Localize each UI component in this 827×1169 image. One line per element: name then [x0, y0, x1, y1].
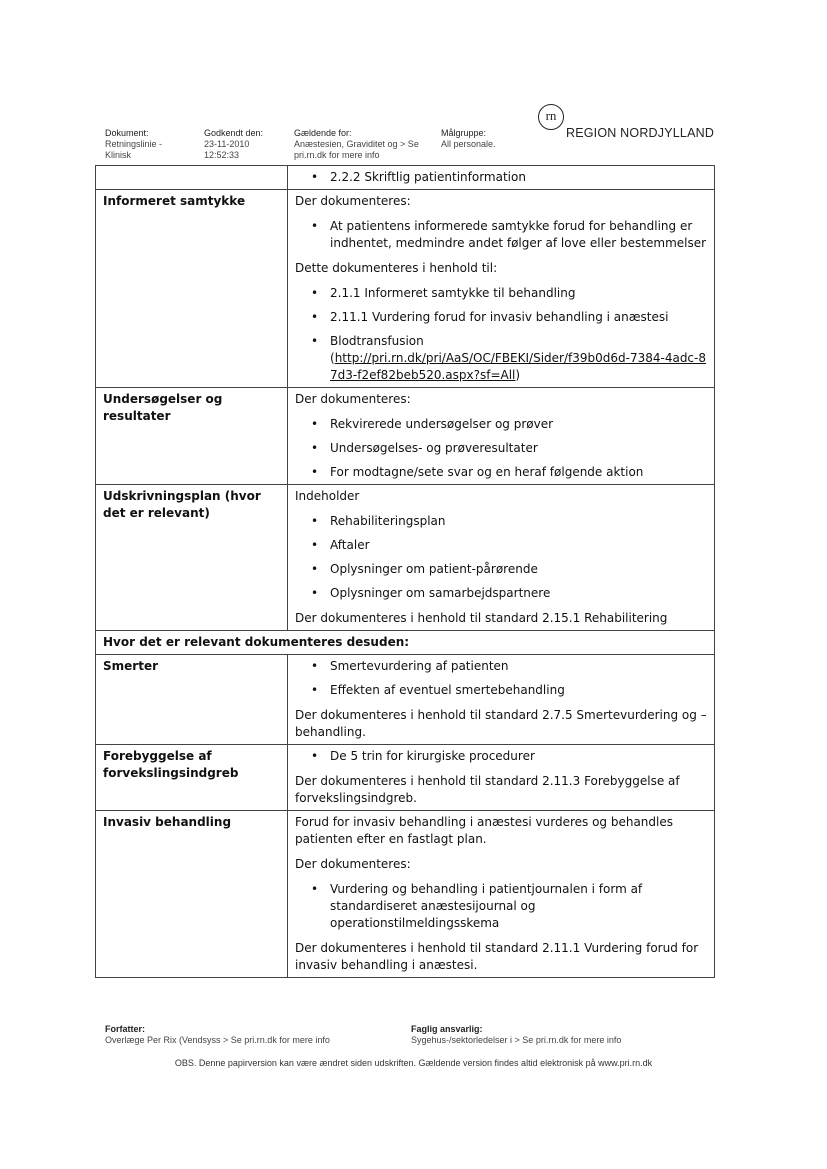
bullet-icon: •	[311, 286, 319, 300]
bullet-icon: •	[311, 310, 319, 324]
row-content	[288, 485, 715, 631]
region-logo-icon: rn	[538, 104, 564, 130]
row-content	[288, 745, 715, 811]
bullet-icon: •	[311, 683, 319, 697]
row-outro: Der dokumenteres i henhold til standard 2.7.5 Smertevurdering og –behandling.	[295, 708, 707, 739]
forfatter-value: Overlæge Per Rix (Vendsyss > Se pri.rn.dk for mere info	[105, 1035, 330, 1045]
row-intro-2: Dette dokumenteres i henhold til:	[295, 261, 498, 275]
bullet-icon: •	[311, 882, 319, 896]
row-intro: Indeholder	[295, 489, 360, 503]
row-label-empty	[96, 166, 288, 190]
table-row	[96, 811, 715, 978]
bullet-icon: •	[311, 170, 319, 184]
table-row	[96, 655, 715, 745]
bullet-icon: •	[311, 465, 319, 479]
bullet-icon: •	[311, 334, 319, 348]
table-row	[96, 388, 715, 485]
bullet-icon: •	[311, 749, 319, 763]
row-label: Informeret samtykke	[96, 190, 288, 388]
forfatter-label: Forfatter:	[105, 1024, 145, 1034]
row-outro: Der dokumenteres i henhold til standard 2.15.1 Rehabilitering	[295, 611, 668, 625]
gaeldende-label: Gældende for:	[294, 128, 352, 138]
bullet-icon: •	[311, 586, 319, 600]
row-content	[288, 655, 715, 745]
header-dokument	[105, 128, 162, 161]
row-intro: Forud for invasiv behandling i anæstesi vurderes og behandles patienten efter en fastlagt plan.	[295, 815, 673, 846]
list-item: • Vurdering og behandling i patientjournalen i form af standardiseret anæstesijournal og operationstilmeldingsskema	[311, 882, 643, 930]
list-item: • For modtagne/sete svar og en heraf følgende aktion	[311, 465, 644, 479]
ansvarlig-label: Faglig ansvarlig:	[411, 1024, 483, 1034]
ansvarlig-value: Sygehus-/sektorledelser i > Se pri.rn.dk for mere info	[411, 1035, 622, 1045]
header-malgruppe	[441, 128, 496, 150]
bullet-icon: •	[311, 417, 319, 431]
gaeldende-value-line2: pri.rn.dk for mere info	[294, 150, 380, 160]
table-row	[96, 745, 715, 811]
gaeldende-value-line1: Anæstesien, Graviditet og > Se	[294, 139, 419, 149]
list-item: • 2.1.1 Informeret samtykke til behandling	[311, 286, 576, 300]
godkendt-label: Godkendt den:	[204, 128, 264, 138]
bullet-icon: •	[311, 514, 319, 528]
godkendt-time: 12:52:33	[204, 150, 240, 160]
footer-ansvarlig	[411, 1024, 621, 1046]
header-godkendt	[204, 128, 263, 161]
list-item: • Oplysninger om samarbejdspartnere	[311, 586, 551, 600]
list-item: • Rekvirerede undersøgelser og prøver	[311, 417, 554, 431]
list-item: • Smertevurdering af patienten	[311, 659, 509, 673]
row-intro: Der dokumenteres:	[295, 392, 411, 406]
documentation-table	[95, 165, 715, 978]
bullet-icon: •	[311, 441, 319, 455]
row-label: Invasiv behandling	[96, 811, 288, 978]
row-content	[288, 190, 715, 388]
malgruppe-value: All personale.	[441, 139, 496, 149]
list-item: • De 5 trin for kirurgiske procedurer	[311, 749, 535, 763]
row-label: Smerter	[96, 655, 288, 745]
footer-forfatter	[105, 1024, 330, 1046]
bullet-icon: •	[311, 538, 319, 552]
obs-notice: OBS. Denne papirversion kan være ændret siden udskriften. Gældende version findes altid elektronisk på www.pri.rn.dk	[174, 1058, 653, 1068]
list-item: • Oplysninger om patient-pårørende	[311, 562, 538, 576]
malgruppe-label: Målgruppe:	[441, 128, 487, 138]
dokument-value-line2: Klinisk	[105, 150, 132, 160]
row-label: Udskrivningsplan (hvor det er relevant)	[96, 485, 288, 631]
section-heading: Hvor det er relevant dokumenteres desuden:	[96, 631, 715, 655]
list-item: • Blodtransfusion (http://pri.rn.dk/pri/AaS/OC/FBEKI/Sider/f39b0d6d-7384-4adc-87d3-f2ef82beb520.aspx?sf=All)	[311, 334, 706, 382]
bullet-icon: •	[311, 219, 319, 233]
row-intro-2: Der dokumenteres:	[295, 857, 411, 871]
table-row	[96, 485, 715, 631]
region-name: REGION NORDJYLLAND	[566, 126, 715, 140]
row-content	[288, 388, 715, 485]
row-label: Forebyggelse af forvekslingsindgreb	[96, 745, 288, 811]
list-item: • 2.11.1 Vurdering forud for invasiv behandling i anæstesi	[311, 310, 669, 324]
row-intro: Der dokumenteres:	[295, 194, 411, 208]
row-content	[288, 166, 715, 190]
list-item: • At patientens informerede samtykke forud for behandling er indhentet, medmindre andet følger af love eller bestemmelser	[311, 219, 707, 250]
dokument-label: Dokument:	[105, 128, 149, 138]
list-item: • Effekten af eventuel smertebehandling	[311, 683, 565, 697]
row-outro: Der dokumenteres i henhold til standard 2.11.3 Forebyggelse af forvekslingsindgreb.	[295, 774, 680, 805]
blodtransfusion-link[interactable]: http://pri.rn.dk/pri/AaS/OC/FBEKI/Sider/f39b0d6d-7384-4adc-87d3-f2ef82beb520.aspx?sf=All	[330, 351, 706, 382]
header-gaeldende	[294, 128, 419, 161]
row-content	[288, 811, 715, 978]
table-row	[96, 166, 715, 190]
dokument-value-line1: Retningslinie -	[105, 139, 163, 149]
table-row	[96, 190, 715, 388]
godkendt-date: 23-11-2010	[204, 139, 250, 149]
list-item: • 2.2.2 Skriftlig patientinformation	[311, 170, 526, 184]
row-label: Undersøgelser og resultater	[96, 388, 288, 485]
bullet-icon: •	[311, 659, 319, 673]
list-item: • Undersøgelses- og prøveresultater	[311, 441, 538, 455]
list-item: • Rehabiliteringsplan	[311, 514, 446, 528]
row-outro: Der dokumenteres i henhold til standard 2.11.1 Vurdering forud for invasiv behandling i anæstesi.	[295, 941, 699, 972]
table-row	[96, 631, 715, 655]
list-item: • Aftaler	[311, 538, 370, 552]
bullet-icon: •	[311, 562, 319, 576]
